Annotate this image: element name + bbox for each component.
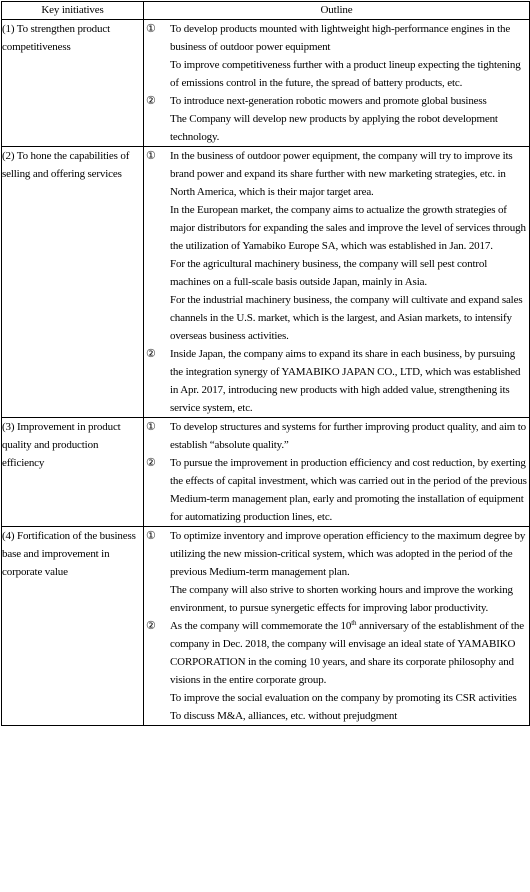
- outline-item: [144, 454, 529, 526]
- item-marker: ①: [146, 150, 156, 162]
- initiative-cell: (2) To hone the capabilities of selling and offering services: [2, 147, 144, 418]
- table-row: [2, 418, 530, 527]
- outline-text: In the European market, the company aims to actualize the growth strategies of major distributors for expanding the sales and improve the level of services through the utilization of Yamabiko Europe SA, which was established in Jan. 2017.: [170, 204, 526, 252]
- outline-text: The company will also strive to shorten working hours and improve the working environment, to pursue synergetic effects for improving labor productivity.: [170, 584, 513, 614]
- ordinal-suffix: th: [351, 619, 357, 627]
- initiative-cell: (1) To strengthen product competitiveness: [2, 20, 144, 147]
- header-key-initiatives: Key initiatives: [2, 2, 144, 20]
- outline-cell: [144, 20, 530, 147]
- outline-item: [144, 345, 529, 417]
- outline-item: [144, 147, 529, 345]
- outline-text: To develop structures and systems for further improving product quality, and aim to establish “absolute quality.”: [170, 421, 527, 451]
- outline-text: To introduce next-generation robotic mowers and promote global business: [170, 95, 487, 107]
- outline-item: [144, 418, 529, 454]
- table-row: [2, 147, 530, 418]
- outline-text: The Company will develop new products by applying the robot development technology.: [170, 113, 498, 143]
- item-marker: ②: [146, 348, 156, 360]
- outline-cell: [144, 147, 530, 418]
- item-marker: ①: [146, 421, 156, 433]
- header-row: [2, 2, 530, 20]
- initiative-cell: (3) Improvement in product quality and production efficiency: [2, 418, 144, 527]
- outline-item: [144, 20, 529, 92]
- outline-item: [144, 617, 529, 725]
- outline-text: To discuss M&A, alliances, etc. without prejudgment: [170, 710, 398, 722]
- outline-text: In the business of outdoor power equipment, the company will try to improve its brand power and expand its share further with new marketing strategies, etc. in North America, which is their major target area.: [170, 150, 513, 198]
- outline-cell: [144, 527, 530, 726]
- outline-text: [170, 617, 529, 689]
- item-marker: ②: [146, 457, 156, 469]
- header-outline: Outline: [144, 2, 530, 20]
- outline-item: [144, 527, 529, 617]
- outline-text: For the industrial machinery business, the company will cultivate and expand sales channels in the U.S. market, which is the largest, and Asian markets, to intensify overseas business activities.: [170, 294, 523, 342]
- outline-text: To improve competitiveness further with a product lineup expecting the tightening of emissions control in the future, the spread of battery products, etc.: [170, 59, 521, 89]
- initiative-cell: (4) Fortification of the business base and improvement in corporate value: [2, 527, 144, 726]
- outline-text-part: As the company will commemorate the 10: [170, 620, 352, 632]
- item-marker: ②: [146, 620, 156, 632]
- outline-text: To develop products mounted with lightweight high-performance engines in the business of outdoor power equipment: [170, 23, 511, 53]
- outline-text: Inside Japan, the company aims to expand its share in each business, by pursuing the integration synergy of YAMABIKO JAPAN CO., LTD, which was established in Apr. 2017, introducing new products with high added value, strengthening its service system, etc.: [170, 348, 521, 414]
- outline-text-part: anniversary of the establishment of the company in Dec. 2018, the company will envisage an ideal state of YAMABIKO CORPORATION in the coming 10 years, and share its corporate philosophy and visions in the entire corporate group.: [170, 620, 524, 686]
- table-row: [2, 527, 530, 726]
- outline-item: [144, 92, 529, 146]
- table-row: [2, 20, 530, 147]
- initiatives-table: [1, 1, 530, 726]
- item-marker: ①: [146, 530, 156, 542]
- item-marker: ①: [146, 23, 156, 35]
- outline-cell: [144, 418, 530, 527]
- outline-text: To pursue the improvement in production efficiency and cost reduction, by exerting the effects of capital investment, which was carried out in the period of the previous Medium-term management plan, early and promoting the installation of equipment for automatizing production lines, etc.: [170, 457, 527, 523]
- item-marker: ②: [146, 95, 156, 107]
- outline-text: To improve the social evaluation on the company by promoting its CSR activities: [170, 692, 517, 704]
- outline-text: To optimize inventory and improve operation efficiency to the maximum degree by utilizing the new mission-critical system, which was adopted in the period of the previous Medium-term management plan.: [170, 530, 526, 578]
- outline-text: For the agricultural machinery business, the company will sell pest control machines on a full-scale basis outside Japan, mainly in Asia.: [170, 258, 488, 288]
